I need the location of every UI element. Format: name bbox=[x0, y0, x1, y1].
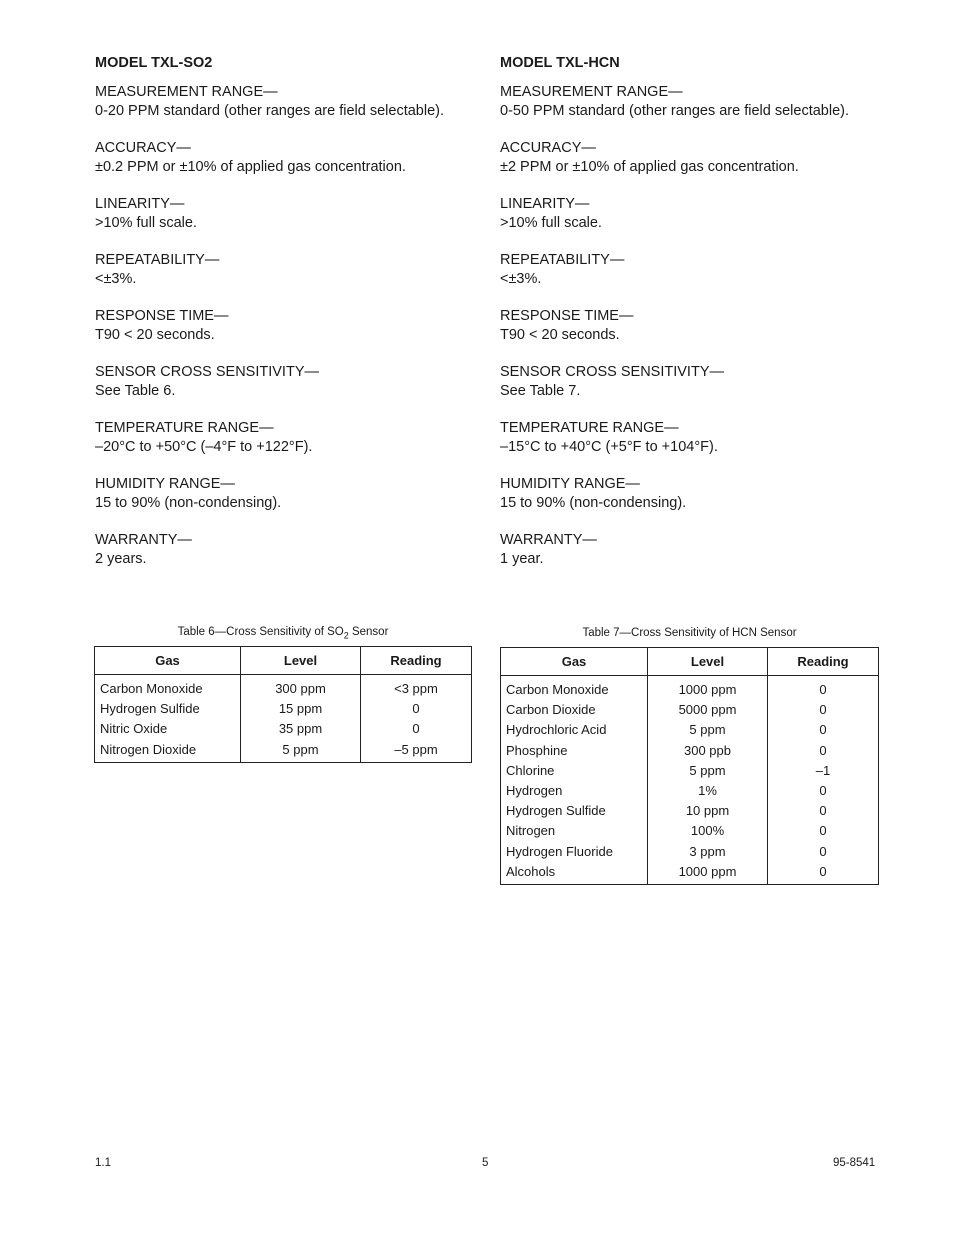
cell-reading: 0 bbox=[768, 801, 879, 821]
cell-gas: Hydrogen Fluoride bbox=[506, 843, 613, 859]
table-row bbox=[501, 842, 879, 862]
spec-label: RESPONSE TIME— bbox=[500, 308, 634, 324]
cell-level: 1% bbox=[648, 781, 768, 801]
column-header-gas: Gas bbox=[501, 648, 648, 676]
spec-label: MEASUREMENT RANGE— bbox=[95, 84, 278, 100]
spec-warranty bbox=[500, 531, 890, 569]
table-7-caption: Table 7—Cross Sensitivity of HCN Sensor bbox=[582, 627, 797, 639]
spec-label: LINEARITY— bbox=[500, 196, 590, 212]
cell-gas: Carbon Dioxide bbox=[506, 702, 596, 718]
spec-label: SENSOR CROSS SENSITIVITY— bbox=[95, 364, 319, 380]
cell-reading: –1 bbox=[768, 761, 879, 781]
spec-label: WARRANTY— bbox=[500, 532, 597, 548]
cell-reading: 0 bbox=[768, 842, 879, 862]
cell-level: 15 ppm bbox=[241, 699, 361, 719]
table-row bbox=[95, 699, 472, 719]
left-spec-column bbox=[95, 54, 485, 587]
table-6-block bbox=[94, 624, 472, 763]
spec-value: ±0.2 PPM or ±10% of applied gas concentration. bbox=[95, 159, 406, 175]
table-row bbox=[501, 741, 879, 761]
spec-value: T90 < 20 seconds. bbox=[95, 327, 215, 343]
cell-reading: 0 bbox=[768, 741, 879, 761]
table-row bbox=[501, 720, 879, 740]
table-row bbox=[95, 740, 472, 763]
cell-gas: Alcohols bbox=[506, 863, 556, 879]
table-header-row bbox=[501, 648, 879, 676]
cell-gas: Chlorine bbox=[506, 762, 555, 778]
spec-value: –20°C to +50°C (–4°F to +122°F). bbox=[95, 439, 313, 455]
spec-temperature-range bbox=[500, 419, 890, 457]
spec-label: WARRANTY— bbox=[95, 532, 192, 548]
cell-gas: Hydrogen Sulfide bbox=[506, 803, 606, 819]
column-header-level: Level bbox=[241, 647, 361, 675]
spec-value: 15 to 90% (non-condensing). bbox=[95, 495, 282, 511]
spec-value: >10% full scale. bbox=[500, 215, 602, 231]
model-title: MODEL TXL-SO2 bbox=[95, 55, 213, 71]
table-row bbox=[501, 801, 879, 821]
cell-gas: Phosphine bbox=[506, 742, 568, 758]
spec-response-time bbox=[95, 307, 485, 345]
cell-level: 35 ppm bbox=[241, 719, 361, 739]
cell-gas: Carbon Monoxide bbox=[100, 681, 203, 696]
model-title: MODEL TXL-HCN bbox=[500, 55, 620, 71]
spec-label: TEMPERATURE RANGE— bbox=[500, 420, 679, 436]
cell-gas: Hydrochloric Acid bbox=[506, 722, 607, 738]
spec-label: HUMIDITY RANGE— bbox=[500, 476, 640, 492]
cell-reading: 0 bbox=[768, 821, 879, 841]
cell-level: 3 ppm bbox=[648, 842, 768, 862]
cell-reading: 0 bbox=[768, 720, 879, 740]
table-row bbox=[95, 719, 472, 739]
spec-accuracy bbox=[95, 139, 485, 177]
spec-label: REPEATABILITY— bbox=[95, 252, 220, 268]
table-6 bbox=[94, 646, 472, 763]
spec-temperature-range bbox=[95, 419, 485, 457]
spec-label: LINEARITY— bbox=[95, 196, 185, 212]
cell-level: 5 ppm bbox=[648, 720, 768, 740]
spec-value: 15 to 90% (non-condensing). bbox=[500, 495, 687, 511]
spec-measurement-range bbox=[500, 83, 890, 121]
spec-value: –15°C to +40°C (+5°F to +104°F). bbox=[500, 439, 718, 455]
cell-level: 5 ppm bbox=[241, 740, 361, 763]
cell-reading: 0 bbox=[768, 781, 879, 801]
spec-label: ACCURACY— bbox=[95, 140, 191, 156]
spec-repeatability bbox=[500, 251, 890, 289]
footer-revision: 1.1 bbox=[95, 1157, 111, 1169]
table-7-block bbox=[500, 625, 879, 885]
cell-gas: Hydrogen Sulfide bbox=[100, 701, 200, 717]
table-header-row bbox=[95, 647, 472, 675]
spec-value: <±3%. bbox=[95, 271, 137, 287]
table-row bbox=[501, 781, 879, 801]
spec-value: 2 years. bbox=[95, 551, 147, 567]
caption-text: Table 6—Cross Sensitivity of SO bbox=[177, 626, 344, 638]
spec-value: See Table 7. bbox=[500, 383, 581, 399]
caption-subscript: 2 bbox=[343, 630, 349, 641]
spec-humidity-range bbox=[95, 475, 485, 513]
spec-response-time bbox=[500, 307, 890, 345]
table-row bbox=[501, 862, 879, 885]
column-header-reading: Reading bbox=[361, 647, 472, 675]
cell-level: 10 ppm bbox=[648, 801, 768, 821]
spec-value: ±2 PPM or ±10% of applied gas concentration. bbox=[500, 159, 799, 175]
spec-measurement-range bbox=[95, 83, 485, 121]
cell-reading: 0 bbox=[768, 676, 879, 701]
spec-warranty bbox=[95, 531, 485, 569]
caption-suffix: Sensor bbox=[348, 626, 389, 638]
table-row bbox=[501, 761, 879, 781]
spec-label: SENSOR CROSS SENSITIVITY— bbox=[500, 364, 724, 380]
spec-repeatability bbox=[95, 251, 485, 289]
spec-cross-sensitivity bbox=[500, 363, 890, 401]
table-6-caption bbox=[94, 624, 472, 646]
cell-gas: Nitrogen bbox=[506, 823, 556, 839]
cell-level: 5 ppm bbox=[648, 761, 768, 781]
table-row bbox=[501, 676, 879, 701]
column-header-level: Level bbox=[648, 648, 768, 676]
spec-label: TEMPERATURE RANGE— bbox=[95, 420, 274, 436]
footer-document-number: 95-8541 bbox=[833, 1157, 876, 1169]
spec-humidity-range bbox=[500, 475, 890, 513]
spec-label: REPEATABILITY— bbox=[500, 252, 625, 268]
cell-reading: 0 bbox=[768, 862, 879, 885]
spec-value: See Table 6. bbox=[95, 383, 176, 399]
spec-value: 0-20 PPM standard (other ranges are field selectable). bbox=[95, 103, 444, 119]
cell-level: 300 ppm bbox=[241, 675, 361, 700]
footer-page-number: 5 bbox=[482, 1157, 489, 1169]
cell-reading: –5 ppm bbox=[361, 740, 472, 763]
cell-level: 300 ppb bbox=[648, 741, 768, 761]
spec-label: ACCURACY— bbox=[500, 140, 596, 156]
spec-linearity bbox=[95, 195, 485, 233]
cell-gas: Carbon Monoxide bbox=[506, 682, 609, 697]
spec-cross-sensitivity bbox=[95, 363, 485, 401]
cell-reading: 0 bbox=[361, 719, 472, 739]
cell-level: 1000 ppm bbox=[648, 862, 768, 885]
cell-level: 100% bbox=[648, 821, 768, 841]
cell-reading: 0 bbox=[361, 699, 472, 719]
cell-reading: 0 bbox=[768, 700, 879, 720]
cell-level: 5000 ppm bbox=[648, 700, 768, 720]
column-header-gas: Gas bbox=[95, 647, 241, 675]
spec-value: <±3%. bbox=[500, 271, 542, 287]
spec-accuracy bbox=[500, 139, 890, 177]
spec-linearity bbox=[500, 195, 890, 233]
right-spec-column bbox=[500, 54, 890, 587]
spec-label: HUMIDITY RANGE— bbox=[95, 476, 235, 492]
cell-reading: <3 ppm bbox=[361, 675, 472, 700]
spec-value: 0-50 PPM standard (other ranges are field selectable). bbox=[500, 103, 849, 119]
table-row bbox=[95, 675, 472, 700]
spec-label: RESPONSE TIME— bbox=[95, 308, 229, 324]
spec-value: T90 < 20 seconds. bbox=[500, 327, 620, 343]
table-row bbox=[501, 700, 879, 720]
cell-level: 1000 ppm bbox=[648, 676, 768, 701]
spec-value: 1 year. bbox=[500, 551, 544, 567]
spec-value: >10% full scale. bbox=[95, 215, 197, 231]
table-7 bbox=[500, 647, 879, 885]
column-header-reading: Reading bbox=[768, 648, 879, 676]
cell-gas: Nitrogen Dioxide bbox=[100, 741, 197, 757]
cell-gas: Hydrogen bbox=[506, 783, 563, 799]
spec-label: MEASUREMENT RANGE— bbox=[500, 84, 683, 100]
cell-gas: Nitric Oxide bbox=[100, 721, 168, 737]
table-row bbox=[501, 821, 879, 841]
